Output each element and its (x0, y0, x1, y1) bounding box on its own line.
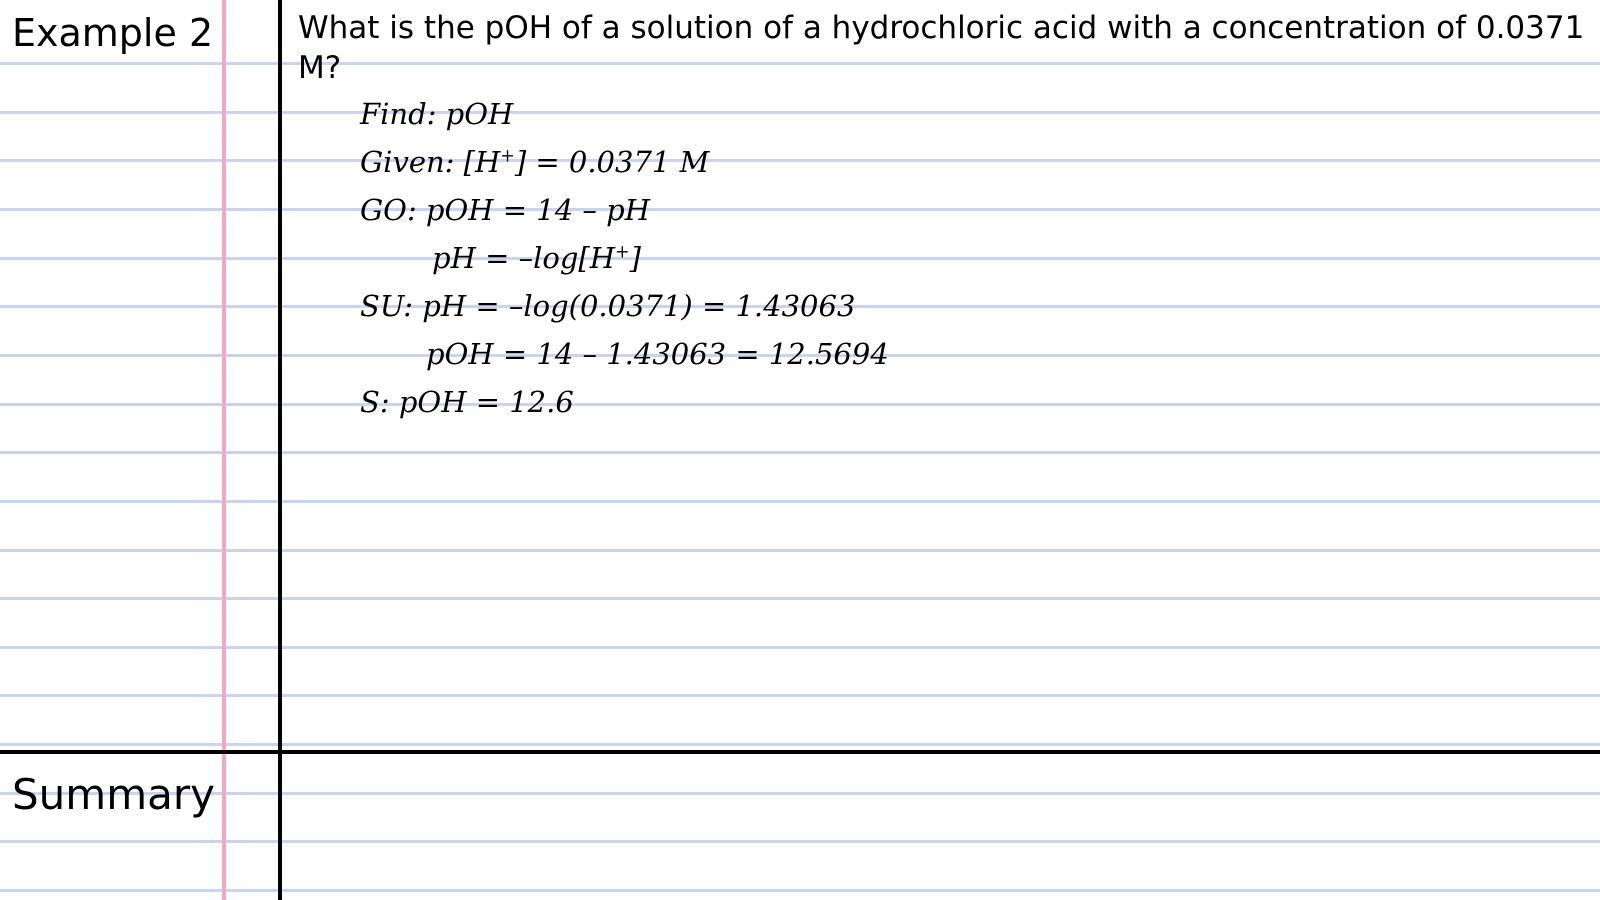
example-label: Example 2 (12, 11, 214, 55)
ruled-line (0, 694, 1600, 697)
ruled-line (0, 403, 1600, 406)
find-step: Find: pOH (360, 97, 514, 131)
solution-step: S: pOH = 12.6 (360, 385, 574, 419)
ruled-line (0, 257, 1600, 260)
go-step-poh: GO: pOH = 14 – pH (360, 193, 650, 227)
question-text: What is the pOH of a solution of a hydrochloric acid with a concentration of 0.0371 M? (298, 10, 1585, 86)
go-ph-superscript: + (615, 242, 630, 263)
summary-area[interactable] (284, 756, 1594, 896)
ruled-line (0, 451, 1600, 454)
ruled-line (0, 500, 1600, 503)
given-prefix: Given: [H (360, 145, 501, 179)
ruled-line (0, 111, 1600, 114)
setup-step-ph: SU: pH = –log(0.0371) = 1.43063 (360, 289, 856, 323)
given-suffix: ] = 0.0371 M (514, 145, 710, 179)
ruled-line (0, 159, 1600, 162)
ruled-line (0, 646, 1600, 649)
go-ph-prefix: pH = –log[H (432, 241, 615, 275)
given-superscript: + (500, 146, 515, 167)
ruled-line (0, 208, 1600, 211)
summary-divider (0, 750, 1600, 754)
cue-column-divider (278, 0, 282, 900)
setup-step-poh: pOH = 14 – 1.43063 = 12.5694 (426, 337, 889, 371)
ruled-line (0, 743, 1600, 746)
given-step (360, 145, 710, 179)
summary-label: Summary (12, 770, 215, 819)
go-ph-suffix: ] (629, 241, 641, 275)
margin-line (222, 0, 226, 900)
go-step-ph (432, 241, 641, 275)
ruled-line (0, 597, 1600, 600)
ruled-line (0, 549, 1600, 552)
